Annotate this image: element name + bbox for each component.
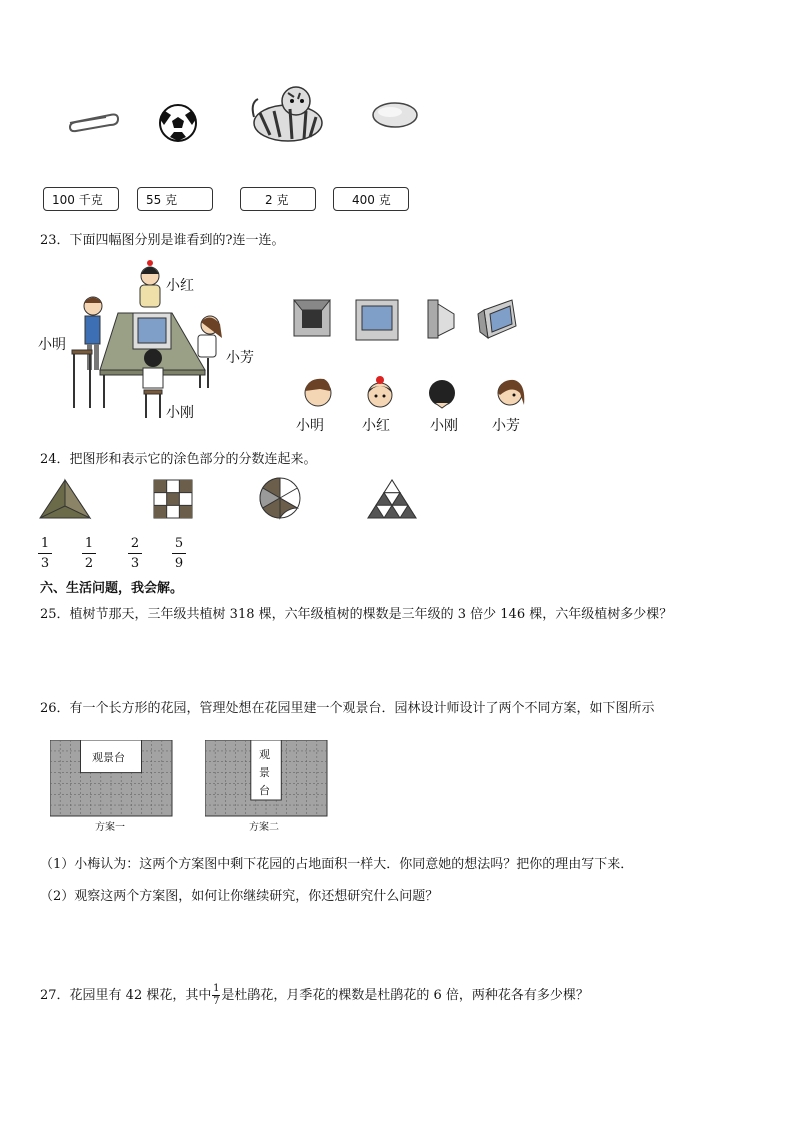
fraction-3-den: 3 bbox=[130, 556, 140, 571]
plan-2-deck-char-1: 观 bbox=[259, 748, 270, 761]
monitor-front-view bbox=[356, 300, 398, 340]
scene-label-right: 小芳 bbox=[226, 350, 254, 366]
question-27-after: 是杜鹃花，月季花的棵数是杜鹃花的 6 倍，两种花各有多少棵？ bbox=[221, 988, 589, 1003]
fraction-3-num: 2 bbox=[130, 536, 140, 551]
weight-box-3: 2 克 bbox=[240, 187, 316, 211]
plan-2-deck-char-2: 景 bbox=[259, 766, 270, 779]
triangle-grid-shape bbox=[368, 480, 416, 518]
stone-icon bbox=[373, 103, 417, 127]
plan-2-deck-char-3: 台 bbox=[259, 784, 270, 797]
kid-label-4: 小芳 bbox=[492, 418, 520, 434]
circle-shape bbox=[260, 478, 300, 518]
weight-box-2: 55 克 bbox=[137, 187, 213, 211]
question-25: 25．植树节那天，三年级共植树 318 棵，六年级植树的棵数是三年级的 3 倍少 146 棵，六年级植树多少棵？ bbox=[40, 607, 673, 622]
xiaogang-head-icon bbox=[429, 380, 455, 408]
weight-box-1: 100 千克 bbox=[43, 187, 119, 211]
fraction-shapes bbox=[38, 476, 428, 522]
plan-1-deck-label: 观景台 bbox=[92, 751, 125, 764]
fraction-2-num: 1 bbox=[84, 536, 94, 551]
section-6-heading: 六、生活问题，我会解。 bbox=[40, 581, 184, 596]
scene-label-left: 小明 bbox=[38, 337, 66, 353]
boy-left-figure bbox=[72, 297, 102, 408]
fraction-3 bbox=[128, 536, 142, 571]
triangle-shape bbox=[40, 480, 90, 518]
kid-label-2: 小红 bbox=[362, 418, 390, 434]
fraction-1-den: 3 bbox=[40, 556, 50, 571]
grid-square-shape bbox=[154, 480, 192, 518]
question-27 bbox=[40, 984, 589, 1007]
objects-illustration bbox=[60, 75, 430, 150]
scene-label-top: 小红 bbox=[166, 278, 194, 294]
plan-1-label: 方案一 bbox=[95, 822, 125, 833]
xiaohong-head-icon bbox=[368, 376, 392, 407]
question-26-part-1: （1）小梅认为：这两个方案图中剩下花园的占地面积一样大．你同意她的想法吗？把你的理由写下来． bbox=[40, 857, 634, 872]
tiger-icon bbox=[253, 87, 322, 141]
question-27-before: 27．花园里有 42 棵花，其中 bbox=[40, 988, 212, 1003]
girl-top-figure bbox=[140, 260, 160, 307]
fraction-2-den: 2 bbox=[84, 556, 94, 571]
soccer-ball-icon bbox=[160, 105, 196, 141]
question-24: 24．把图形和表示它的涂色部分的分数连起来。 bbox=[40, 452, 317, 467]
plan-2-label: 方案二 bbox=[249, 822, 279, 833]
fraction-1-num: 1 bbox=[40, 536, 50, 551]
scene-label-bottom: 小刚 bbox=[166, 405, 194, 421]
classroom-scene bbox=[60, 258, 230, 423]
boy-bottom-figure bbox=[143, 349, 163, 418]
monitor-back-view bbox=[294, 300, 330, 336]
monitor-angle-view bbox=[478, 300, 516, 338]
fraction-2 bbox=[82, 536, 96, 571]
fraction-4-den: 9 bbox=[174, 556, 184, 571]
fraction-4 bbox=[172, 536, 186, 571]
monitor-side-view bbox=[428, 300, 454, 338]
paperclip-icon bbox=[70, 115, 118, 132]
question-23: 23．下面四幅图分别是谁看到的?连一连。 bbox=[40, 233, 285, 248]
kid-label-3: 小刚 bbox=[430, 418, 458, 434]
fraction-4-num: 5 bbox=[174, 536, 184, 551]
question-27-frac-den: 7 bbox=[213, 996, 220, 1007]
xiaofang-head-icon bbox=[498, 380, 524, 405]
kid-label-1: 小明 bbox=[296, 418, 324, 434]
kids-heads bbox=[300, 375, 540, 411]
girl-right-figure bbox=[198, 316, 222, 388]
question-26-part-2: （2）观察这两个方案图，如何让你继续研究，你还想研究什么问题？ bbox=[40, 889, 439, 904]
xiaoming-head-icon bbox=[305, 379, 331, 406]
question-27-fraction bbox=[212, 984, 220, 1007]
question-27-frac-num: 1 bbox=[213, 983, 220, 994]
monitor-views bbox=[290, 296, 530, 346]
question-26: 26．有一个长方形的花园，管理处想在花园里建一个观景台．园林设计师设计了两个不同方案，如下图所示 bbox=[40, 701, 655, 716]
weight-box-4: 400 克 bbox=[333, 187, 409, 211]
fraction-1 bbox=[38, 536, 52, 571]
